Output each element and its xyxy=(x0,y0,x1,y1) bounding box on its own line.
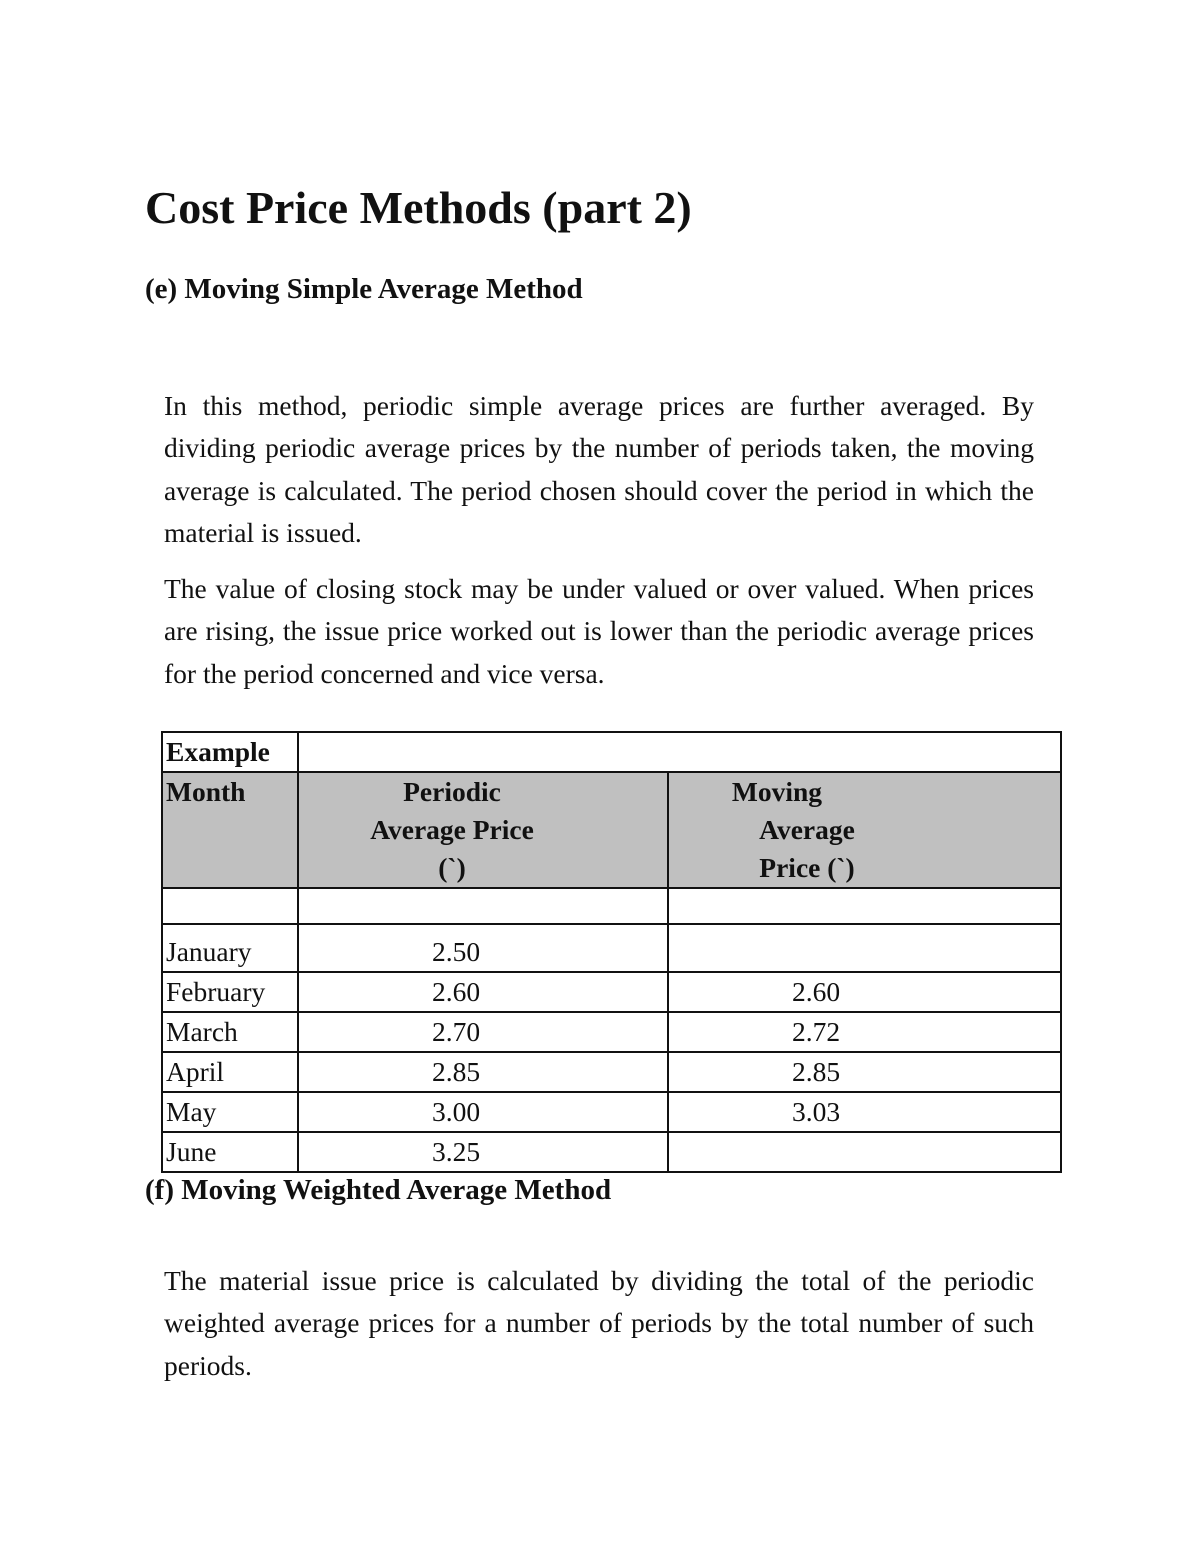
cell-month: February xyxy=(162,972,298,1012)
paragraph-method-description: In this method, periodic simple average prices are further averaged. By dividing periodic average prices by the number of periods taken, the moving average is calculated. The period chosen should cover the period in which the material is issued. xyxy=(164,390,1034,548)
paragraph-weighted-method-description: The material issue price is calculated by dividing the total of the periodic weighted average prices for a number of periods by the total number of such periods. xyxy=(164,1265,1034,1381)
cell-month: May xyxy=(162,1092,298,1132)
cell-month: April xyxy=(162,1052,298,1092)
paragraph-closing-stock: The value of closing stock may be under valued or over valued. When prices are rising, the issue price worked out is lower than the periodic average prices for the period concerned and vice versa. xyxy=(164,573,1034,689)
page-title: Cost Price Methods (part 2) xyxy=(145,182,692,233)
header-periodic-line1: Periodic xyxy=(403,776,501,807)
header-moving-line1: Moving xyxy=(731,776,823,807)
cell-month: January xyxy=(162,924,298,972)
header-periodic-line3: (`) xyxy=(438,852,466,883)
table-row xyxy=(162,1012,1061,1052)
cell-moving xyxy=(668,1132,1061,1172)
example-label-empty-cell xyxy=(298,732,1061,772)
header-periodic-average-price xyxy=(298,772,668,888)
cell-periodic: 2.50 xyxy=(298,924,668,972)
header-month: Month xyxy=(162,772,298,888)
table-row xyxy=(162,1052,1061,1092)
header-periodic-line2: Average Price xyxy=(370,814,534,845)
cell-periodic: 2.70 xyxy=(298,1012,668,1052)
table-row xyxy=(162,972,1061,1012)
cell-moving: 3.03 xyxy=(668,1092,1061,1132)
cell-month: June xyxy=(162,1132,298,1172)
cell-moving: 2.85 xyxy=(668,1052,1061,1092)
cell-periodic: 3.00 xyxy=(298,1092,668,1132)
table-row xyxy=(162,924,1061,972)
cell-periodic: 3.25 xyxy=(298,1132,668,1172)
header-moving-line3: Price (`) xyxy=(759,852,855,883)
example-table xyxy=(161,731,1062,1173)
header-moving-average-price xyxy=(668,772,1061,888)
table-row xyxy=(162,1092,1061,1132)
table-blank-row xyxy=(162,888,1061,924)
example-label-row xyxy=(162,732,1061,772)
cell-periodic: 2.85 xyxy=(298,1052,668,1092)
table-header-row xyxy=(162,772,1061,888)
section-heading-moving-simple-average: (e) Moving Simple Average Method xyxy=(145,273,583,305)
example-label: Example xyxy=(162,732,298,772)
cell-moving xyxy=(668,924,1061,972)
section-heading-moving-weighted-average: (f) Moving Weighted Average Method xyxy=(145,1174,612,1206)
table-row xyxy=(162,1132,1061,1172)
header-moving-line2: Average xyxy=(759,814,855,845)
cell-periodic: 2.60 xyxy=(298,972,668,1012)
cell-moving: 2.72 xyxy=(668,1012,1061,1052)
cell-month: March xyxy=(162,1012,298,1052)
cell-moving: 2.60 xyxy=(668,972,1061,1012)
